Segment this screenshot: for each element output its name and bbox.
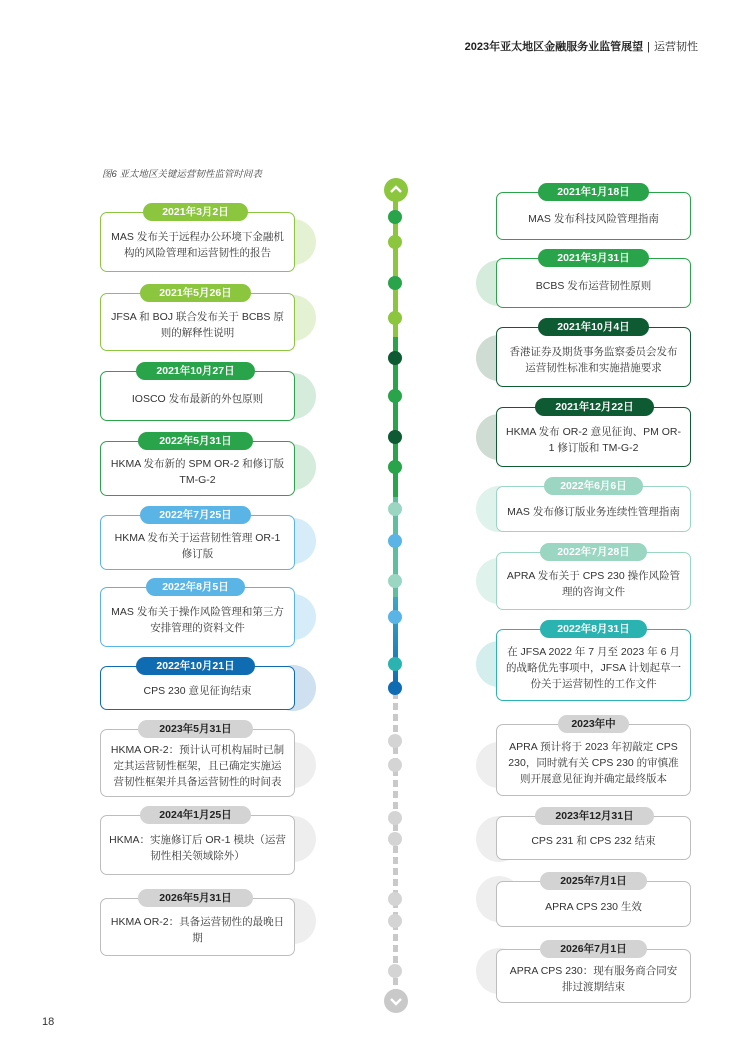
event-date-badge: 2022年8月5日 [146,578,245,596]
event-card-left [100,212,295,272]
timeline-dot [388,534,402,548]
event-text: MAS 发布关于远程办公环境下金融机构的风险管理和运营韧性的报告 [111,231,284,259]
timeline-dot [388,351,402,365]
event-text: IOSCO 发布最新的外包原则 [131,393,264,405]
event-date-badge: 2023年12月31日 [535,807,654,825]
event-date-badge: 2021年5月26日 [140,284,251,302]
event-date-badge: 2026年7月1日 [540,940,647,958]
timeline-dot [388,681,402,695]
event-card-right [496,629,691,701]
timeline-dot [388,389,402,403]
event-text: CPS 230 意见征询结束 [143,685,252,697]
event-text: MAS 发布科技风险管理指南 [528,213,659,225]
event-card-left [100,729,295,797]
event-text: APRA 预计将于 2023 年初敲定 CPS 230，同时就有关 CPS 230 的审慎准则开展意见征询并确定最终版本 [508,741,679,785]
event-text: BCBS 发布运营韧性原则 [535,280,652,292]
event-text: HKMA：实施修订后 OR-1 模块（运营韧性相关领域除外） [109,834,286,862]
chevron-down-icon [384,989,408,1013]
timeline-dot [388,502,402,516]
report-title: 2023年亚太地区金融服务业监管展望 [464,41,644,53]
timeline-dot [388,235,402,249]
event-date-badge: 2021年3月2日 [143,203,248,221]
event-text: 香港证券及期货事务监察委员会发布运营韧性标准和实施措施要求 [509,346,678,374]
timeline-dot [388,734,402,748]
event-text: APRA CPS 230 生效 [545,901,642,913]
event-card-right [496,407,691,467]
event-text: MAS 发布修订版业务连续性管理指南 [507,506,680,518]
event-date-badge: 2021年10月27日 [136,362,255,380]
event-text: HKMA OR-2：具备运营韧性的最晚日期 [110,916,285,944]
event-card-right [496,724,691,796]
event-card-left [100,815,295,875]
event-date-badge: 2022年8月31日 [540,620,647,638]
timeline-dot [388,210,402,224]
timeline-dot [388,964,402,978]
event-date-badge: 2022年6月6日 [544,477,643,495]
event-text: APRA 发布关于 CPS 230 操作风险管理的咨询文件 [506,570,681,598]
timeline-dot [388,892,402,906]
timeline-dot [388,832,402,846]
event-text: CPS 231 和 CPS 232 结束 [531,835,656,847]
event-date-badge: 2024年1月25日 [140,806,251,824]
event-text: APRA CPS 230：现有服务商合同安排过渡期结束 [509,965,678,993]
timeline-dot [388,914,402,928]
timeline-dot [388,758,402,772]
event-text: HKMA 发布关于运营韧性管理 OR-1 修订版 [114,531,281,560]
timeline-dot [388,460,402,474]
timeline-dot [388,657,402,671]
event-card-right [496,327,691,387]
header-separator: | [647,41,650,53]
event-date-badge: 2021年1月18日 [538,183,649,201]
timeline-dot [388,811,402,825]
event-date-badge: 2022年7月28日 [540,543,647,561]
chevron-up-icon [384,178,408,202]
event-text: HKMA OR-2：预计认可机构届时已制定其运营韧性框架，且已确定实施运营韧性框架并具备运营韧性的时间表 [110,744,285,788]
timeline-dot [388,430,402,444]
event-date-badge: 2023年5月31日 [138,720,253,738]
timeline-dot [388,574,402,588]
event-date-badge: 2021年10月4日 [538,318,649,336]
event-date-badge: 2021年12月22日 [535,398,654,416]
figure-title: 图6 亚太地区关键运营韧性监管时间表 [102,169,262,180]
timeline-dot [388,311,402,325]
event-text: HKMA 发布 OR-2 意见征询、PM OR-1 修订版和 TM-G-2 [505,426,681,454]
event-text: HKMA 发布新的 SPM OR-2 和修订版 TM-G-2 [110,457,285,486]
event-text: MAS 发布关于操作风险管理和第三方安排管理的资料文件 [111,606,284,634]
timeline-dot [388,610,402,624]
event-date-badge: 2022年10月21日 [136,657,255,675]
event-date-badge: 2025年7月1日 [540,872,647,890]
event-card-left [100,587,295,647]
page-header [465,38,698,54]
section-title: 运营韧性 [654,41,698,53]
event-date-badge: 2022年5月31日 [138,432,253,450]
timeline-dot [388,276,402,290]
event-date-badge: 2022年7月25日 [140,506,251,524]
event-date-badge: 2021年3月31日 [538,249,649,267]
page-number: 18 [42,1016,55,1028]
event-text: 在 JFSA 2022 年 7 月至 2023 年 6 月的战略优先事项中，JFSA 计划起草一份关于运营韧性的工作文件 [505,646,681,690]
event-text: JFSA 和 BOJ 联合发布关于 BCBS 原则的解释性说明 [111,311,284,339]
event-date-badge: 2026年5月31日 [138,889,253,907]
event-date-badge: 2023年中 [558,715,629,733]
